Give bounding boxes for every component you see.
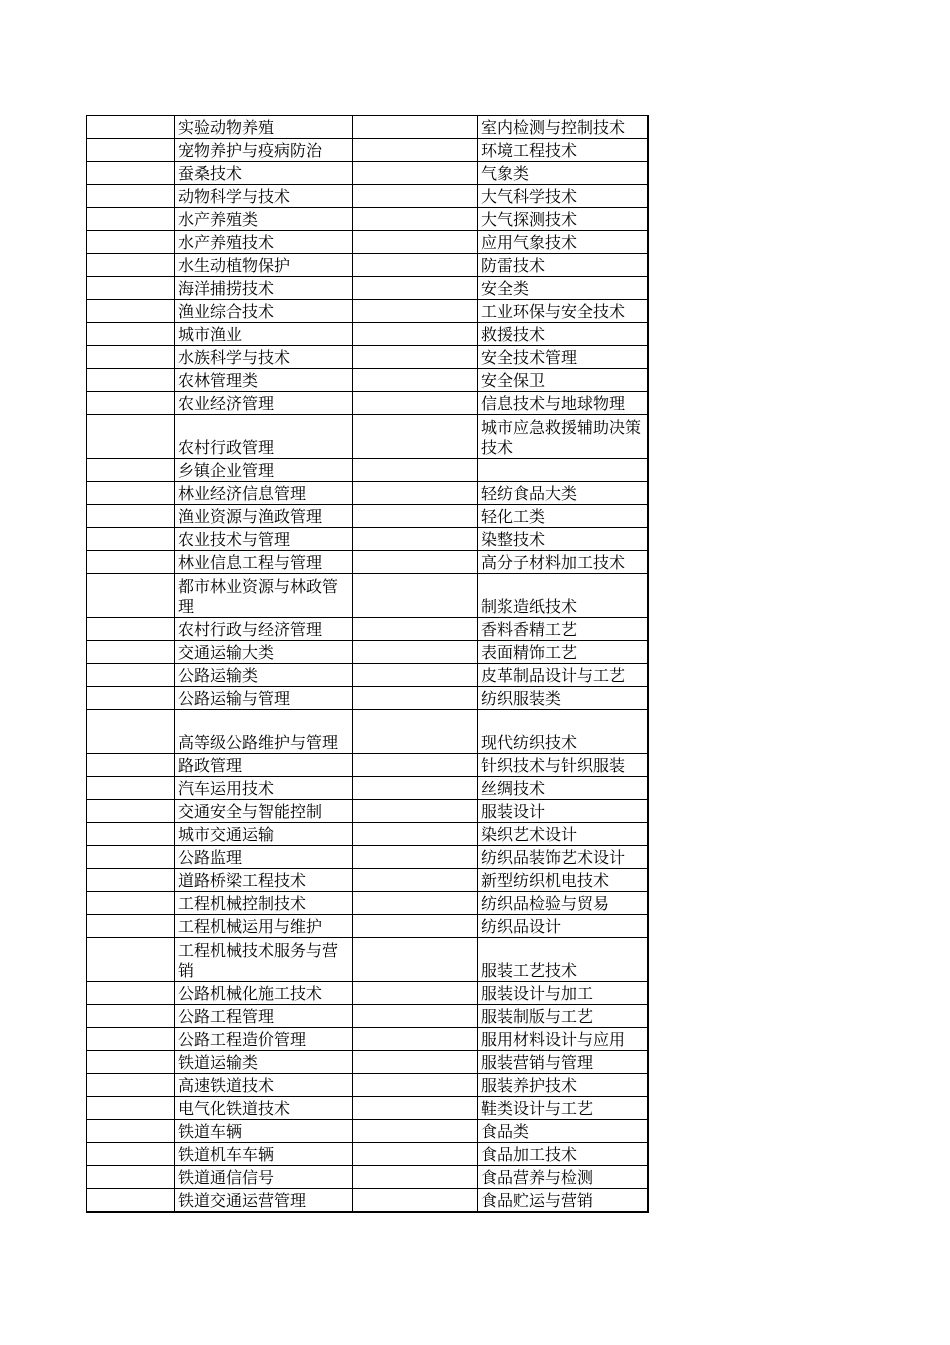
cell-major-left[interactable]: 实验动物养殖 [175,116,353,139]
cell-major-right[interactable]: 应用气象技术 [478,231,648,254]
cell-c[interactable] [353,618,478,641]
cell-major-right[interactable]: 食品营养与检测 [478,1166,648,1189]
table-row [87,139,648,162]
cell-c[interactable] [353,777,478,800]
cell-major-right[interactable]: 针织技术与针织服装 [478,754,648,777]
cell-a[interactable] [87,664,175,687]
cell-major-left[interactable]: 水产养殖技术 [175,231,353,254]
table-row [87,300,648,323]
cell-c[interactable] [353,800,478,823]
cell-c[interactable] [353,687,478,710]
cell-major-left[interactable]: 道路桥梁工程技术 [175,869,353,892]
cell-a[interactable] [87,323,175,346]
cell-a[interactable] [87,208,175,231]
cell-major-right[interactable]: 轻化工类 [478,505,648,528]
cell-c[interactable] [353,231,478,254]
table-row [87,551,648,574]
table-row [87,1028,648,1051]
cell-major-left[interactable]: 铁道运输类 [175,1051,353,1074]
cell-c[interactable] [353,482,478,505]
cell-a[interactable] [87,551,175,574]
cell-major-right[interactable]: 染整技术 [478,528,648,551]
cell-major-left[interactable]: 农村行政管理 [175,415,353,459]
cell-major-right[interactable]: 服用材料设计与应用 [478,1028,648,1051]
cell-a[interactable] [87,528,175,551]
cell-major-left[interactable]: 工程机械技术服务与营销 [175,938,353,982]
cell-major-right[interactable]: 香料香精工艺 [478,618,648,641]
cell-c[interactable] [353,710,478,754]
table-row [87,938,648,982]
cell-a[interactable] [87,1143,175,1166]
cell-major-left[interactable]: 农林管理类 [175,369,353,392]
table-row [87,116,648,139]
cell-major-right[interactable]: 防雷技术 [478,254,648,277]
cell-a[interactable] [87,231,175,254]
cell-a[interactable] [87,800,175,823]
cell-a[interactable] [87,641,175,664]
cell-major-right[interactable]: 纺织服装类 [478,687,648,710]
cell-c[interactable] [353,574,478,618]
cell-a[interactable] [87,139,175,162]
cell-major-right[interactable]: 服装制版与工艺 [478,1005,648,1028]
cell-a[interactable] [87,618,175,641]
spreadsheet-body [87,116,648,1213]
cell-major-right[interactable]: 高分子材料加工技术 [478,551,648,574]
cell-major-left[interactable]: 工程机械控制技术 [175,892,353,915]
cell-major-right[interactable]: 丝绸技术 [478,777,648,800]
table-row [87,208,648,231]
cell-major-left[interactable]: 铁道车辆 [175,1120,353,1143]
cell-major-right[interactable]: 服装设计与加工 [478,982,648,1005]
table-row [87,915,648,938]
table-row [87,528,648,551]
cell-c[interactable] [353,139,478,162]
cell-c[interactable] [353,323,478,346]
table-row [87,982,648,1005]
cell-c[interactable] [353,869,478,892]
cell-a[interactable] [87,754,175,777]
cell-a[interactable] [87,915,175,938]
cell-major-right[interactable]: 轻纺食品大类 [478,482,648,505]
cell-major-right[interactable]: 服装工艺技术 [478,938,648,982]
cell-a[interactable] [87,369,175,392]
cell-c[interactable] [353,505,478,528]
cell-major-left[interactable]: 交通安全与智能控制 [175,800,353,823]
cell-major-right[interactable] [478,459,648,482]
cell-major-left[interactable]: 都市林业资源与林政管理 [175,574,353,618]
cell-a[interactable] [87,459,175,482]
cell-major-left[interactable]: 工程机械运用与维护 [175,915,353,938]
cell-c[interactable] [353,1143,478,1166]
cell-major-left[interactable]: 渔业综合技术 [175,300,353,323]
table-row [87,892,648,915]
cell-c[interactable] [353,892,478,915]
cell-major-right[interactable]: 食品贮运与营销 [478,1189,648,1213]
cell-c[interactable] [353,162,478,185]
cell-c[interactable] [353,369,478,392]
cell-major-left[interactable]: 水产养殖类 [175,208,353,231]
cell-major-left[interactable]: 铁道机车车辆 [175,1143,353,1166]
table-row [87,823,648,846]
table-row [87,231,648,254]
cell-major-right[interactable]: 鞋类设计与工艺 [478,1097,648,1120]
cell-c[interactable] [353,846,478,869]
table-row [87,1097,648,1120]
cell-a[interactable] [87,254,175,277]
table-row [87,869,648,892]
cell-major-right[interactable]: 救援技术 [478,323,648,346]
cell-major-left[interactable]: 蚕桑技术 [175,162,353,185]
cell-c[interactable] [353,823,478,846]
cell-major-left[interactable]: 城市渔业 [175,323,353,346]
cell-c[interactable] [353,346,478,369]
table-row [87,346,648,369]
cell-a[interactable] [87,777,175,800]
cell-major-left[interactable]: 林业经济信息管理 [175,482,353,505]
cell-major-right[interactable]: 安全保卫 [478,369,648,392]
cell-major-left[interactable]: 城市交通运输 [175,823,353,846]
spreadsheet-table [86,115,649,1213]
cell-major-right[interactable]: 气象类 [478,162,648,185]
cell-major-right[interactable]: 大气科学技术 [478,185,648,208]
cell-major-right[interactable]: 纺织品设计 [478,915,648,938]
cell-major-right[interactable]: 服装设计 [478,800,648,823]
table-row [87,1189,648,1213]
cell-a[interactable] [87,892,175,915]
cell-a[interactable] [87,1189,175,1213]
cell-a[interactable] [87,1120,175,1143]
cell-a[interactable] [87,574,175,618]
cell-c[interactable] [353,116,478,139]
cell-major-left[interactable]: 公路工程管理 [175,1005,353,1028]
cell-a[interactable] [87,346,175,369]
cell-c[interactable] [353,664,478,687]
cell-major-left[interactable]: 高速铁道技术 [175,1074,353,1097]
cell-a[interactable] [87,392,175,415]
cell-major-left[interactable]: 公路运输与管理 [175,687,353,710]
cell-major-left[interactable]: 公路机械化施工技术 [175,982,353,1005]
cell-a[interactable] [87,1051,175,1074]
table-row [87,323,648,346]
cell-a[interactable] [87,162,175,185]
cell-c[interactable] [353,1097,478,1120]
table-row [87,482,648,505]
cell-c[interactable] [353,915,478,938]
cell-c[interactable] [353,392,478,415]
cell-a[interactable] [87,1166,175,1189]
table-row [87,687,648,710]
cell-major-right[interactable]: 表面精饰工艺 [478,641,648,664]
cell-a[interactable] [87,1097,175,1120]
cell-a[interactable] [87,415,175,459]
cell-major-right[interactable]: 纺织品检验与贸易 [478,892,648,915]
cell-major-left[interactable]: 铁道交通运营管理 [175,1189,353,1213]
cell-major-left[interactable]: 动物科学与技术 [175,185,353,208]
cell-major-right[interactable]: 染织艺术设计 [478,823,648,846]
cell-c[interactable] [353,1074,478,1097]
cell-major-right[interactable]: 安全类 [478,277,648,300]
cell-c[interactable] [353,1051,478,1074]
cell-a[interactable] [87,277,175,300]
cell-c[interactable] [353,1028,478,1051]
cell-major-right[interactable]: 皮革制品设计与工艺 [478,664,648,687]
cell-major-right[interactable]: 信息技术与地球物理 [478,392,648,415]
cell-major-right[interactable]: 安全技术管理 [478,346,648,369]
cell-a[interactable] [87,846,175,869]
cell-c[interactable] [353,754,478,777]
cell-major-left[interactable]: 路政管理 [175,754,353,777]
table-row [87,1074,648,1097]
cell-major-right[interactable]: 服装营销与管理 [478,1051,648,1074]
table-row [87,641,648,664]
cell-major-right[interactable]: 环境工程技术 [478,139,648,162]
cell-major-right[interactable]: 大气探测技术 [478,208,648,231]
cell-major-left[interactable]: 林业信息工程与管理 [175,551,353,574]
cell-major-right[interactable]: 制浆造纸技术 [478,574,648,618]
cell-major-right[interactable]: 新型纺织机电技术 [478,869,648,892]
table-row [87,800,648,823]
cell-c[interactable] [353,277,478,300]
cell-major-left[interactable]: 汽车运用技术 [175,777,353,800]
cell-major-left[interactable]: 水族科学与技术 [175,346,353,369]
cell-major-right[interactable]: 工业环保与安全技术 [478,300,648,323]
table-row [87,185,648,208]
cell-c[interactable] [353,551,478,574]
cell-c[interactable] [353,254,478,277]
cell-a[interactable] [87,300,175,323]
cell-major-right[interactable]: 现代纺织技术 [478,710,648,754]
cell-major-left[interactable]: 水生动植物保护 [175,254,353,277]
cell-major-left[interactable]: 交通运输大类 [175,641,353,664]
table-row [87,1166,648,1189]
cell-a[interactable] [87,869,175,892]
cell-major-right[interactable]: 纺织品装饰艺术设计 [478,846,648,869]
cell-major-right[interactable]: 服装养护技术 [478,1074,648,1097]
table-row [87,664,648,687]
table-row [87,369,648,392]
table-row [87,162,648,185]
cell-c[interactable] [353,938,478,982]
table-row [87,1051,648,1074]
table-row [87,777,648,800]
table-row [87,277,648,300]
cell-c[interactable] [353,1005,478,1028]
cell-c[interactable] [353,415,478,459]
cell-major-right[interactable]: 食品类 [478,1120,648,1143]
table-row [87,505,648,528]
cell-major-right[interactable]: 室内检测与控制技术 [478,116,648,139]
cell-major-left[interactable]: 海洋捕捞技术 [175,277,353,300]
cell-a[interactable] [87,185,175,208]
table-row [87,1005,648,1028]
cell-a[interactable] [87,1005,175,1028]
cell-major-left[interactable]: 高等级公路维护与管理 [175,710,353,754]
table-row [87,754,648,777]
cell-a[interactable] [87,505,175,528]
cell-a[interactable] [87,687,175,710]
table-row [87,574,648,618]
cell-a[interactable] [87,710,175,754]
cell-c[interactable] [353,459,478,482]
cell-major-left[interactable]: 公路工程造价管理 [175,1028,353,1051]
cell-c[interactable] [353,982,478,1005]
table-row [87,415,648,459]
table-row [87,254,648,277]
cell-c[interactable] [353,1189,478,1213]
cell-major-left[interactable]: 电气化铁道技术 [175,1097,353,1120]
cell-major-right[interactable]: 食品加工技术 [478,1143,648,1166]
cell-c[interactable] [353,641,478,664]
table-row [87,1120,648,1143]
cell-c[interactable] [353,185,478,208]
cell-major-right[interactable]: 城市应急救援辅助决策技术 [478,415,648,459]
table-row [87,1143,648,1166]
cell-a[interactable] [87,823,175,846]
cell-a[interactable] [87,938,175,982]
cell-major-left[interactable]: 乡镇企业管理 [175,459,353,482]
cell-a[interactable] [87,116,175,139]
table-row [87,459,648,482]
cell-c[interactable] [353,208,478,231]
cell-a[interactable] [87,482,175,505]
table-row [87,618,648,641]
cell-c[interactable] [353,1166,478,1189]
table-row [87,710,648,754]
cell-major-left[interactable]: 公路监理 [175,846,353,869]
cell-major-left[interactable]: 公路运输类 [175,664,353,687]
cell-a[interactable] [87,982,175,1005]
cell-c[interactable] [353,1120,478,1143]
cell-major-left[interactable]: 铁道通信信号 [175,1166,353,1189]
cell-major-left[interactable]: 农业技术与管理 [175,528,353,551]
table-row [87,846,648,869]
cell-c[interactable] [353,528,478,551]
table-row [87,392,648,415]
cell-a[interactable] [87,1074,175,1097]
cell-a[interactable] [87,1028,175,1051]
cell-c[interactable] [353,300,478,323]
cell-major-left[interactable]: 农村行政与经济管理 [175,618,353,641]
cell-major-left[interactable]: 宠物养护与疫病防治 [175,139,353,162]
cell-major-left[interactable]: 渔业资源与渔政管理 [175,505,353,528]
cell-major-left[interactable]: 农业经济管理 [175,392,353,415]
